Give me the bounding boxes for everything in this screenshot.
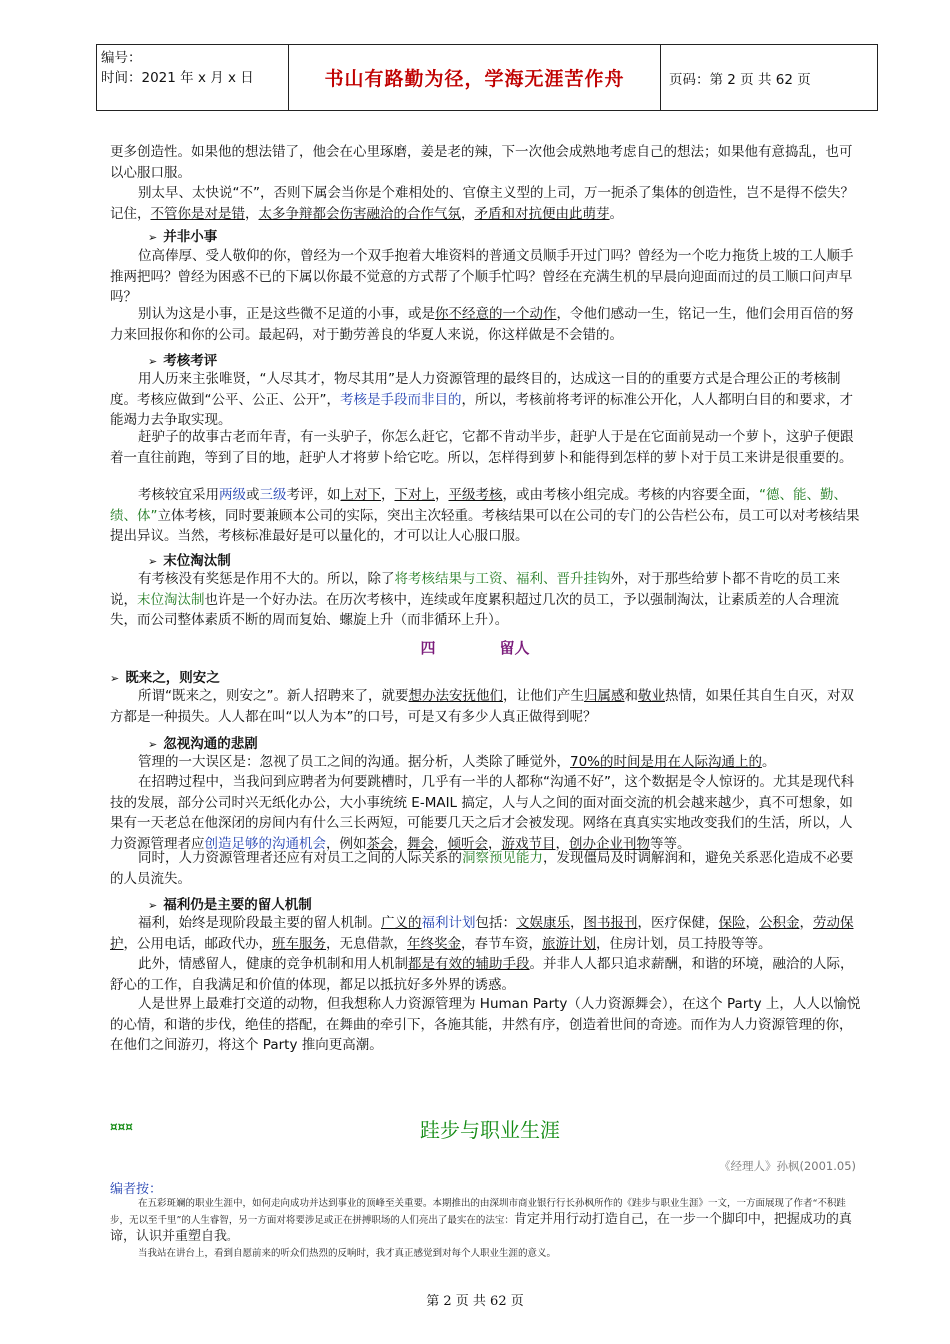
arrow-bullet-icon: ➢ [110, 672, 120, 685]
page-footer: 第 2 页 共 62 页 [426, 1294, 524, 1309]
section-name: 留人 [499, 639, 530, 657]
paragraph-comm-2: 在招聘过程中，当我问到应聘者为何要跳槽时，几乎有一半的人都称“沟通不好”，这个数据是令人惊讶的。尤其是现代科技的发展，部分公司时兴无纸化办公，大小事统统 E-MAIL 搞定，人与人之间的面对面交流的机会越来越少，真不可想象，如果有一天老总在他深闭的房间内有什么三长两短，可能要几天之后才会被发现。网络在真真实实地改变我们的生活，所以，人力资源管理者应创造足够的沟通机会，例如茶会，舞会，倾听会，游戏节目，创办企业刊物等等。 [110, 774, 854, 852]
paragraph-comm-3: 同时，人力资源管理者还应有对员工之间的人际关系的洞察预见能力，发现僵局及时调解润和，避免关系恶化造成不必要的人员流失。 [110, 850, 854, 887]
heading-stay: ➢ 既来之，则安之 [110, 670, 220, 686]
arrow-bullet-icon: ➢ [148, 355, 158, 368]
header-motto: 书山有路勤为径，学海无涯苦作舟 [289, 45, 661, 110]
article-title: 跬步与职业生涯 [420, 1118, 560, 1142]
arrow-bullet-icon: ➢ [148, 738, 158, 751]
paragraph-stay: 所谓“既来之，则安之”。新人招聘来了，就要想办法安抚他们，让他们产生归属感和敬业热情，如果任其自生自灭，对双方都是一种损失。人人都在叫“以人为本”的口号，可是又有多少人真正做得到呢？ [110, 688, 854, 725]
header-meta [97, 45, 289, 110]
paragraph-small-1: 位高俸厚、受人敬仰的你，曾经为一个双手抱着大堆资料的普通文员顺手开过门吗？曾经为一个吃力拖货上坡的工人顺手推两把吗？曾经为困惑不已的下属以你最不觉意的方式帮了个顺手忙吗？曾经在充满生机的早晨向迎面而过的员工顺口问声早吗？ [110, 248, 854, 305]
paragraph-assess-1: 用人历来主张唯贤，“人尽其才，物尽其用”是人力资源管理的最终目的，达成这一目的的重要方式是合理公正的考核制度。考核应做到“公平、公正、公开”，考核是手段而非目的，所以，考核前将考评的标准公开化，人人都明白目的和要求，才能竭力去争取实现。 [110, 371, 853, 428]
arrow-bullet-icon: ➢ [148, 555, 158, 568]
paragraph-welfare-1: 福利，始终是现阶段最主要的留人机制。广义的福利计划包括：文娱康乐，图书报刊，医疗保健，保险，公积金，劳动保护，公用电话，邮政代办，班车服务，无息借款，年终奖金，春节车资，旅游计划，住房计划，员工持股等等。 [110, 915, 854, 952]
paragraph-comm-1: 管理的一大误区是：忽视了员工之间的沟通。据分析，人类除了睡觉外，70%的时间是用在人际沟通上的。 [138, 754, 776, 770]
heading-elimination: ➢ 末位淘汰制 [148, 553, 231, 569]
paragraph-elimination: 有考核没有奖惩是作用不大的。所以，除了将考核结果与工资、福利、晋升挂钩外，对于那些给萝卜都不肯吃的员工来说，末位淘汰制也许是一个好办法。在历次考核中，连续或年度累积超过几次的员工，予以强制淘汰，让素质差的人合理流失，而公司整体素质不断的周而复始、螺旋上升（而非循环上升）。 [110, 571, 840, 628]
paragraph-intro-2: 别太早、太快说“不”，否则下属会当你是个难相处的、官僚主义型的上司，万一扼杀了集体的创造性，岂不是得不偿失？记住，不管你是对是错，太多争辩都会伤害融洽的合作气氛，矛盾和对抗便由此萌芽。 [110, 185, 854, 222]
article-source: 《经理人》孙枫(2001.05) [718, 1159, 856, 1173]
heading-communication: ➢ 忽视沟通的悲剧 [148, 736, 258, 752]
paragraph-assess-2: 赶驴子的故事古老而年青，有一头驴子，你怎么赶它，它都不肯动半步，赶驴人于是在它面前晃动一个萝卜，这驴子便跟着一直往前跑，等到了目的地，赶驴人才将萝卜给它吃。所以，怎样得到萝卜和能得到怎样的萝卜对于员工来讲是很重要的。 [110, 429, 854, 466]
section-heading [0, 637, 950, 658]
paragraph-intro-1: 更多创造性。如果他的想法错了，他会在心里琢磨，姜是老的辣，下一次他会成熟地考虑自己的想法；如果他有意捣乱，也可以心服口服。 [110, 144, 853, 181]
paragraph-welfare-3: 人是世界上最难打交道的动物，但我想称人力资源管理为 Human Party（人力资源舞会），在这个 Party 上，人人以愉悦的心情，和谐的步伐，绝佳的搭配，在舞曲的牵引下，各施其能，井然有序，创造着世间的奇迹。而作为人力资源管理的你，在他们之间游刃，将这个 Party 推向更高潮。 [110, 996, 861, 1053]
heading-welfare: ➢ 福利仍是主要的留人机制 [148, 897, 312, 913]
arrow-bullet-icon: ➢ [148, 899, 158, 912]
page-header [96, 44, 878, 111]
paragraph-assess-3: 考核较宜采用两级或三级考评，如上对下，下对上，平级考核，或由考核小组完成。考核的内容要全面，“德、能、勤、绩、体”立体考核，同时要兼顾本公司的实际，突出主次轻重。考核结果可以在公司的专门的公告栏公布，员工可以对考核结果提出异议。当然，考核标准最好是可以量化的，才可以让人心服口服。 [110, 487, 860, 544]
section-number: 四 [420, 639, 436, 657]
arrow-bullet-icon: ➢ [148, 231, 158, 244]
paragraph-welfare-2: 此外，情感留人，健康的竞争机制和用人机制都是有效的辅助手段。并非人人都只追求薪酬，和谐的环境，融洽的人际，舒心的工作，自我满足和价值的体现，都足以抵抗好多外界的诱惑。 [110, 956, 854, 993]
editor-note-paragraph-2: 当我站在讲台上，看到自愿前来的听众们热烈的反响时，我才真正感觉到对每个人职业生涯的意义。 [138, 1248, 557, 1259]
header-number: 编号： [101, 50, 142, 66]
article-marks: ¤¤¤ [110, 1120, 133, 1134]
paragraph-small-2: 别认为这是小事，正是这些微不足道的小事，或是你不经意的一个动作，令他们感动一生，铭记一生，他们会用百倍的努力来回报你和你的公司。最起码，对于勤劳善良的华夏人来说，你这样做是不会错的。 [110, 306, 854, 343]
editor-note-label: 编者按： [110, 1182, 163, 1197]
header-time: 时间：2021 年 x 月 x 日 [101, 70, 254, 86]
editor-note-paragraph-1: 在五彩斑斓的职业生涯中，如何走向成功并达到事业的顶峰至关重要。本期推出的由深圳市商业银行行长孙枫所作的《跬步与职业生涯》一文，一方面展现了作者“不积跬步，无以至千里”的人生睿智，另一方面对将要涉足或正在拼搏职场的人们亮出了最实在的法宝：肯定并用行动打造自己，在一步一个脚印中，把握成功的真谛，认识并重塑自我。 [110, 1198, 852, 1244]
heading-small-matters: ➢ 并非小事 [148, 229, 218, 245]
heading-assessment: ➢ 考核考评 [148, 353, 218, 369]
header-page-number: 页码：第 2 页 共 62 页 [669, 71, 811, 88]
